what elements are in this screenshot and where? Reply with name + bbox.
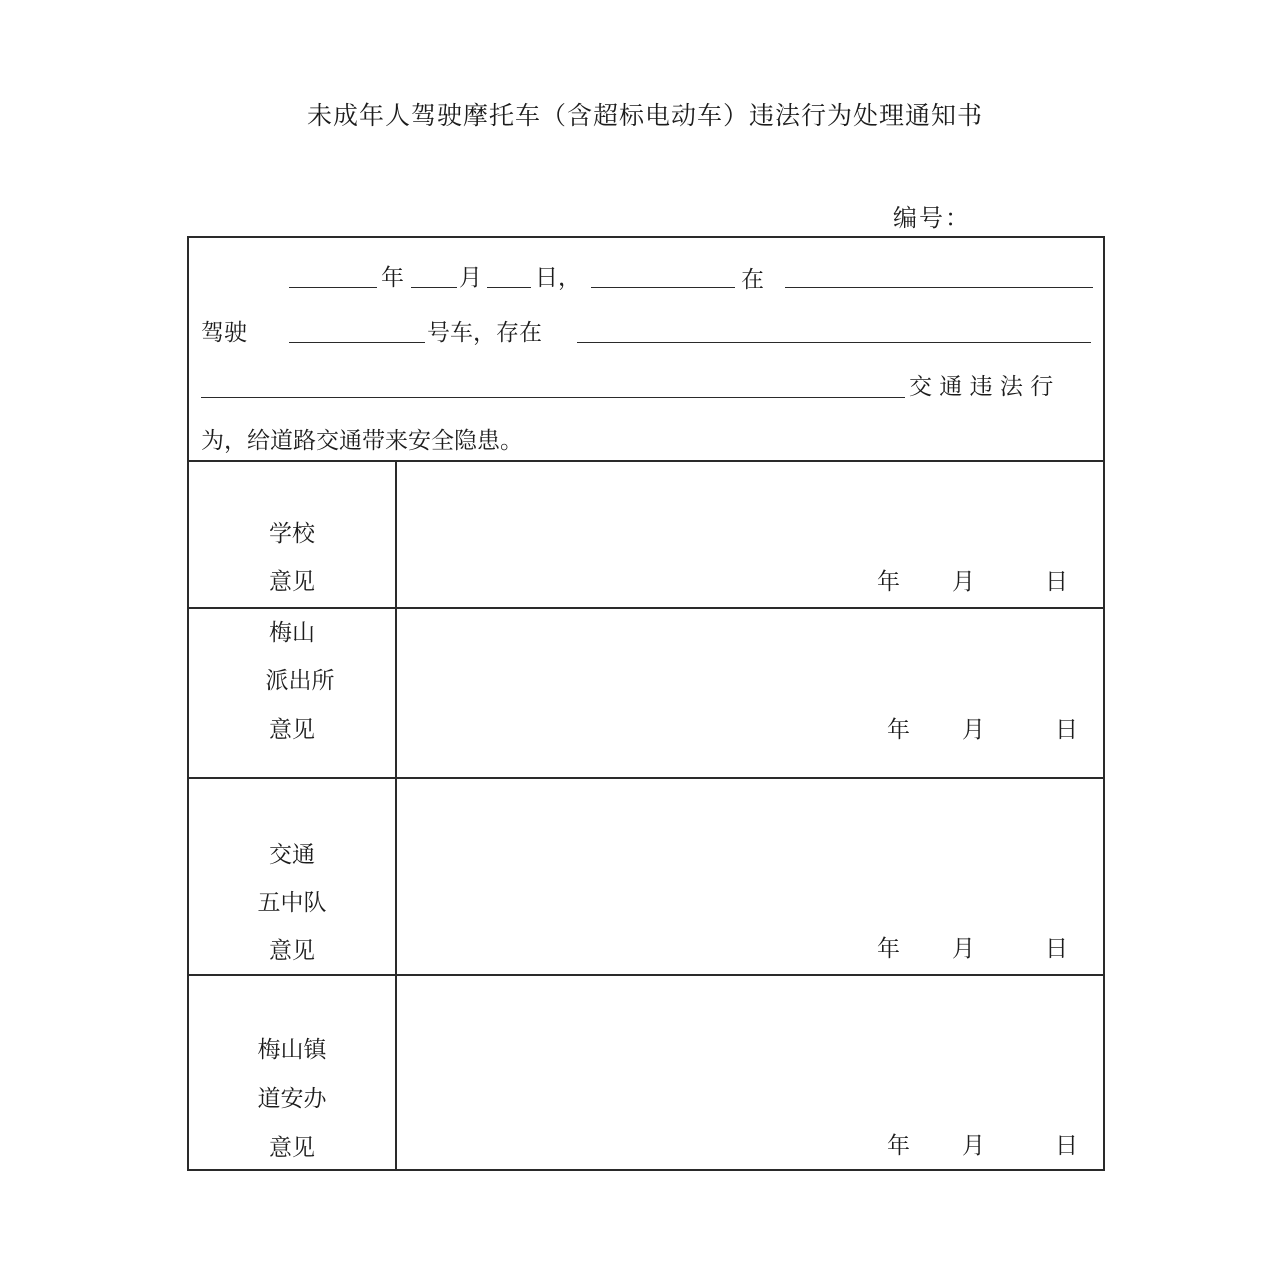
traffic-label-line-2: 五中队 (257, 890, 327, 916)
notice-form-table (187, 236, 1105, 1171)
traffic-month-label: 月 (952, 936, 975, 962)
police-day-label: 日 (1055, 717, 1078, 743)
road-safety-day-label: 日 (1055, 1133, 1078, 1159)
police-month-label: 月 (962, 717, 985, 743)
time-blank[interactable] (591, 287, 735, 288)
day-blank[interactable] (487, 287, 531, 288)
statement-divider (189, 460, 1103, 462)
road-safety-label-line-2: 道安办 (257, 1086, 327, 1112)
plate-number-blank[interactable] (289, 342, 425, 343)
statement-violation-suffix: 交 通 违 法 行 (909, 374, 1054, 400)
traffic-day-label: 日 (1045, 936, 1068, 962)
road-safety-month-label: 月 (962, 1133, 985, 1159)
serial-number-label: 编号： (893, 204, 971, 232)
school-month-label: 月 (952, 569, 975, 595)
statement-plate-suffix: 号车，存在 (427, 320, 542, 346)
traffic-year-label: 年 (877, 936, 900, 962)
road-safety-year-label: 年 (887, 1133, 910, 1159)
school-section-divider (189, 607, 1103, 609)
traffic-section-divider (189, 974, 1103, 976)
traffic-label-line-3: 意见 (269, 938, 315, 964)
traffic-label-line-1: 交通 (269, 842, 315, 868)
road-safety-label-line-3: 意见 (269, 1135, 315, 1161)
violation-blank-1[interactable] (577, 342, 1091, 343)
statement-drive-label: 驾驶 (201, 320, 247, 346)
statement-year-label: 年 (381, 265, 404, 291)
statement-day-label: 日， (535, 265, 581, 291)
road-safety-label-line-1: 梅山镇 (257, 1037, 327, 1063)
police-section-divider (189, 777, 1103, 779)
police-label-line-3: 意见 (269, 717, 315, 743)
document-title: 未成年人驾驶摩托车（含超标电动车）违法行为处理通知书 (306, 101, 983, 130)
school-year-label: 年 (877, 569, 900, 595)
police-label-line-2: 派出所 (265, 668, 335, 694)
statement-at-label: 在 (741, 267, 764, 293)
statement-month-label: 月 (459, 265, 482, 291)
school-label-line-1: 学校 (269, 521, 315, 547)
label-column-divider (395, 460, 397, 1169)
location-blank[interactable] (785, 287, 1093, 288)
year-blank[interactable] (289, 287, 377, 288)
school-day-label: 日 (1045, 569, 1068, 595)
police-label-line-1: 梅山 (269, 620, 315, 646)
month-blank[interactable] (411, 287, 457, 288)
police-year-label: 年 (887, 717, 910, 743)
violation-blank-2[interactable] (201, 397, 905, 398)
school-label-line-2: 意见 (269, 569, 315, 595)
statement-closing: 为，给道路交通带来安全隐患。 (201, 428, 523, 454)
